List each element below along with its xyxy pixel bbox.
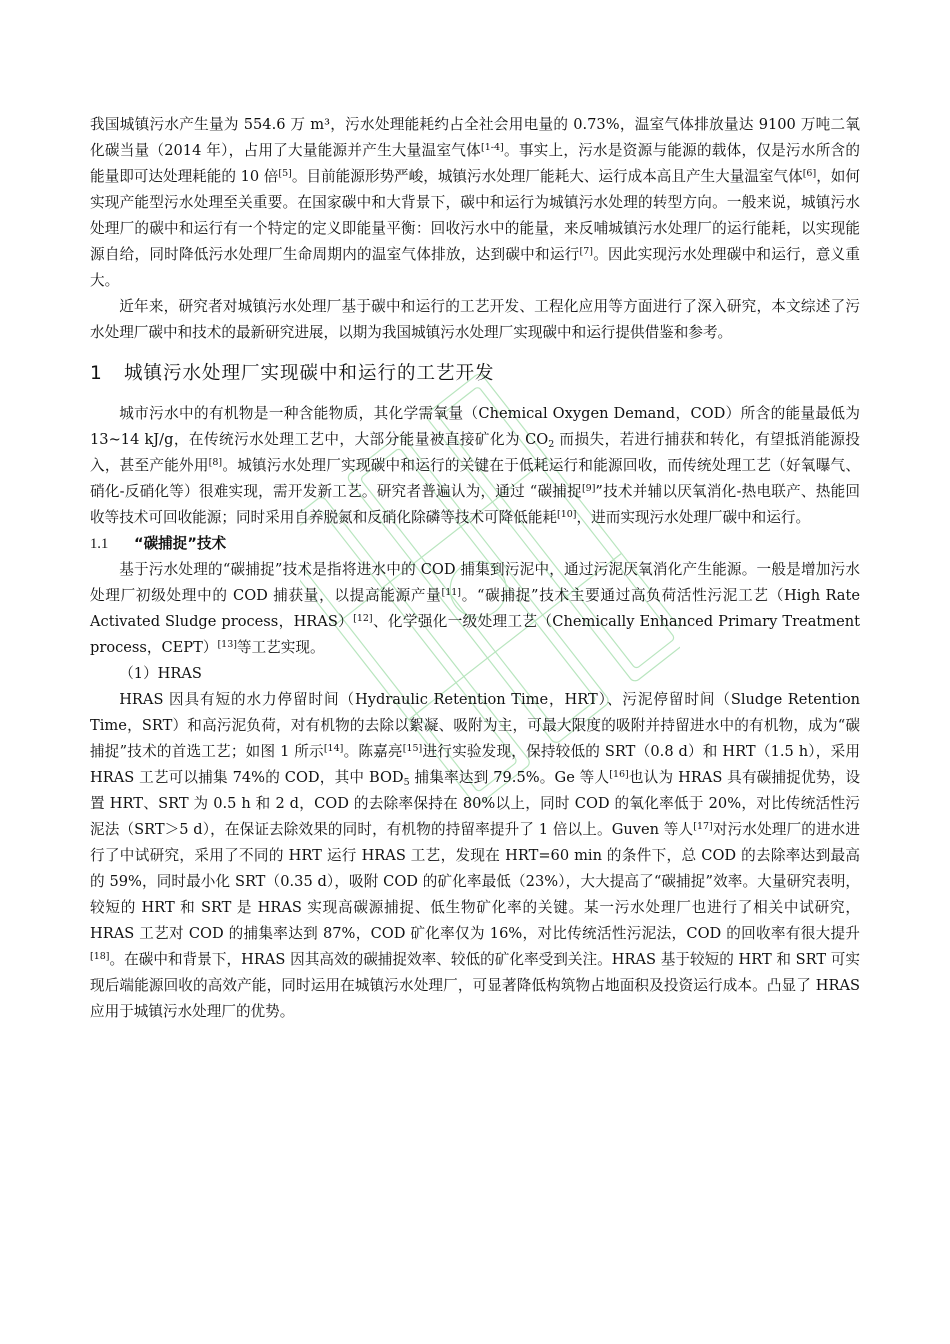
citation: [12] [353,613,373,624]
citation: [18] [90,951,110,962]
subsection-heading [90,531,860,557]
citation: [6] [802,168,817,179]
citation: [15] [402,743,423,754]
section-number: 1 [90,363,103,384]
citation: [8] [208,457,223,468]
citation: [7] [579,246,593,257]
list-label-hras: （1）HRAS [119,665,202,682]
paragraph-intro: 我国城镇污水产生量为 554.6 万 m³，污水处理能耗约占全社会用电量的 0.73%，温室气体排放量达 9100 万吨二氧化碳当量（2014 年），占用了大量能源并产生大量温室气体[1-4]。事实上，污水是资源与能源的载体，仅是污水所含的能量即可达处理耗能的 10 倍[5]。目前能源形势严峻，城镇污水处理厂能耗大、运行成本高且产生大量温室气体[6]，如何实现产能型污水处理至关重要。在国家碳中和大背景下，碳中和运行为城镇污水处理的转型方向。一般来说，城镇污水处理厂的碳中和运行有一个特定的定义即能量平衡：回收污水中的能量，来反哺城镇污水处理厂的运行能耗，以实现能源自给，同时降低污水处理厂生命周期内的温室气体排放，达到碳中和运行[7]。因此实现污水处理碳中和运行，意义重大。 [90,116,860,289]
citation: [11] [441,587,461,598]
section-title: 城镇污水处理厂实现碳中和运行的工艺开发 [124,363,495,384]
citation: [10] [557,509,577,520]
paragraph-overview: 近年来，研究者对城镇污水处理厂基于碳中和运行的工艺开发、工程化应用等方面进行了深入研究，本文综述了污水处理厂碳中和技术的最新研究进展，以期为我国城镇污水处理厂实现碳中和运行提供借鉴和参考。 [90,298,860,341]
citation: [14] [323,743,344,754]
paragraph-carbon-capture: 基于污水处理的“碳捕捉”技术是指将进水中的 COD 捕集到污泥中，通过污泥厌氧消化产生能源。一般是增加污水处理厂初级处理中的 COD 捕获量，以提高能源产量[11]。“碳捕捉”技术主要通过高负荷活性污泥工艺（High Rate Activated Sludge process，HRAS）[12]、化学强化一级处理工艺（Chemically Enhanced Primary Treatment process，CEPT）[13]等工艺实现。 [90,561,861,656]
paper-page [90,112,860,1025]
citation: [5] [278,168,292,179]
paragraph-hras: HRAS 因具有短的水力停留时间（Hydraulic Retention Time，HRT）、污泥停留时间（Sludge Retention Time，SRT）和高污泥负荷，对有机物的去除以絮凝、吸附为主，可最大限度的吸附并持留进水中的有机物，成为“碳捕捉”技术的首选工艺；如图 1 所示[14]。陈嘉亮[15]进行实验发现，保持较低的 SRT（0.8 d）和 HRT（1.5 h），采用 HRAS 工艺可以捕集 74%的 COD，其中 $BOD_5$ 捕集率达到 79.5%。Ge 等人[16]也认为 HRAS 具有碳捕捉优势，设置 HRT、SRT 为 0.5 h 和 2 d，COD 的去除率保持在 80%以上，同时 COD 的氧化率低于 20%，对比传统活性污泥法（SRT＞5 d），在保证去除效果的同时，有机物的持留率提升了 1 倍以上。Guven 等人[17]对污水处理厂的进水进行了中试研究，采用了不同的 HRT 运行 HRAS 工艺，发现在 HRT=60 min 的条件下，总 COD 的去除率达到最高的 59%，同时最小化 SRT（0.35 d），吸附 COD 的矿化率最低（23%），大大提高了“碳捕捉”效率。大量研究表明，较短的 HRT 和 SRT 是 HRAS 实现高碳源捕捉、低生物矿化率的关键。某一污水处理厂也进行了相关中试研究，HRAS 工艺对 COD 的捕集率达到 87%，COD 矿化率仅为 16%，对比传统活性污泥法，COD 的回收率有很大提升[18]。在碳中和背景下，HRAS 因其高效的碳捕捉效率、较低的矿化率受到关注。HRAS 基于较短的 HRT 和 SRT 可实现后端能源回收的高效产能，同时运用在城镇污水处理厂，可显著降低构筑物占地面积及投资运行成本。凸显了 HRAS 应用于城镇污水处理厂的优势。 [90,691,860,1020]
citation: [9] [581,483,596,494]
citation: [16] [609,769,629,780]
section-heading [90,357,860,391]
subsection-number: 1.1 [90,536,109,552]
citation: [1-4] [481,142,504,153]
citation: [13] [217,639,237,650]
paragraph-process-development: 城市污水中的有机物是一种含能物质，其化学需氧量（Chemical Oxygen Demand，COD）所含的能量最低为 13~14 kJ/g，在传统污水处理工艺中，大部分能量被直接矿化为 $CO_2$ 而损失，若进行捕获和转化，有望抵消能源投入，甚至产能外用[8]。城镇污水处理厂实现碳中和运行的关键在于低耗运行和能源回收，而传统处理工艺（好氧曝气、硝化-反硝化等）很难实现，需开发新工艺。研究者普遍认为，通过 “碳捕捉[9]”技术并辅以厌氧消化-热电联产、热能回收等技术可回收能源；同时采用自养脱氮和反硝化除磷等技术可降低能耗[10]，进而实现污水处理厂碳中和运行。 [90,405,860,526]
citation: [17] [693,821,713,832]
subsection-title: “碳捕捉”技术 [134,535,227,552]
